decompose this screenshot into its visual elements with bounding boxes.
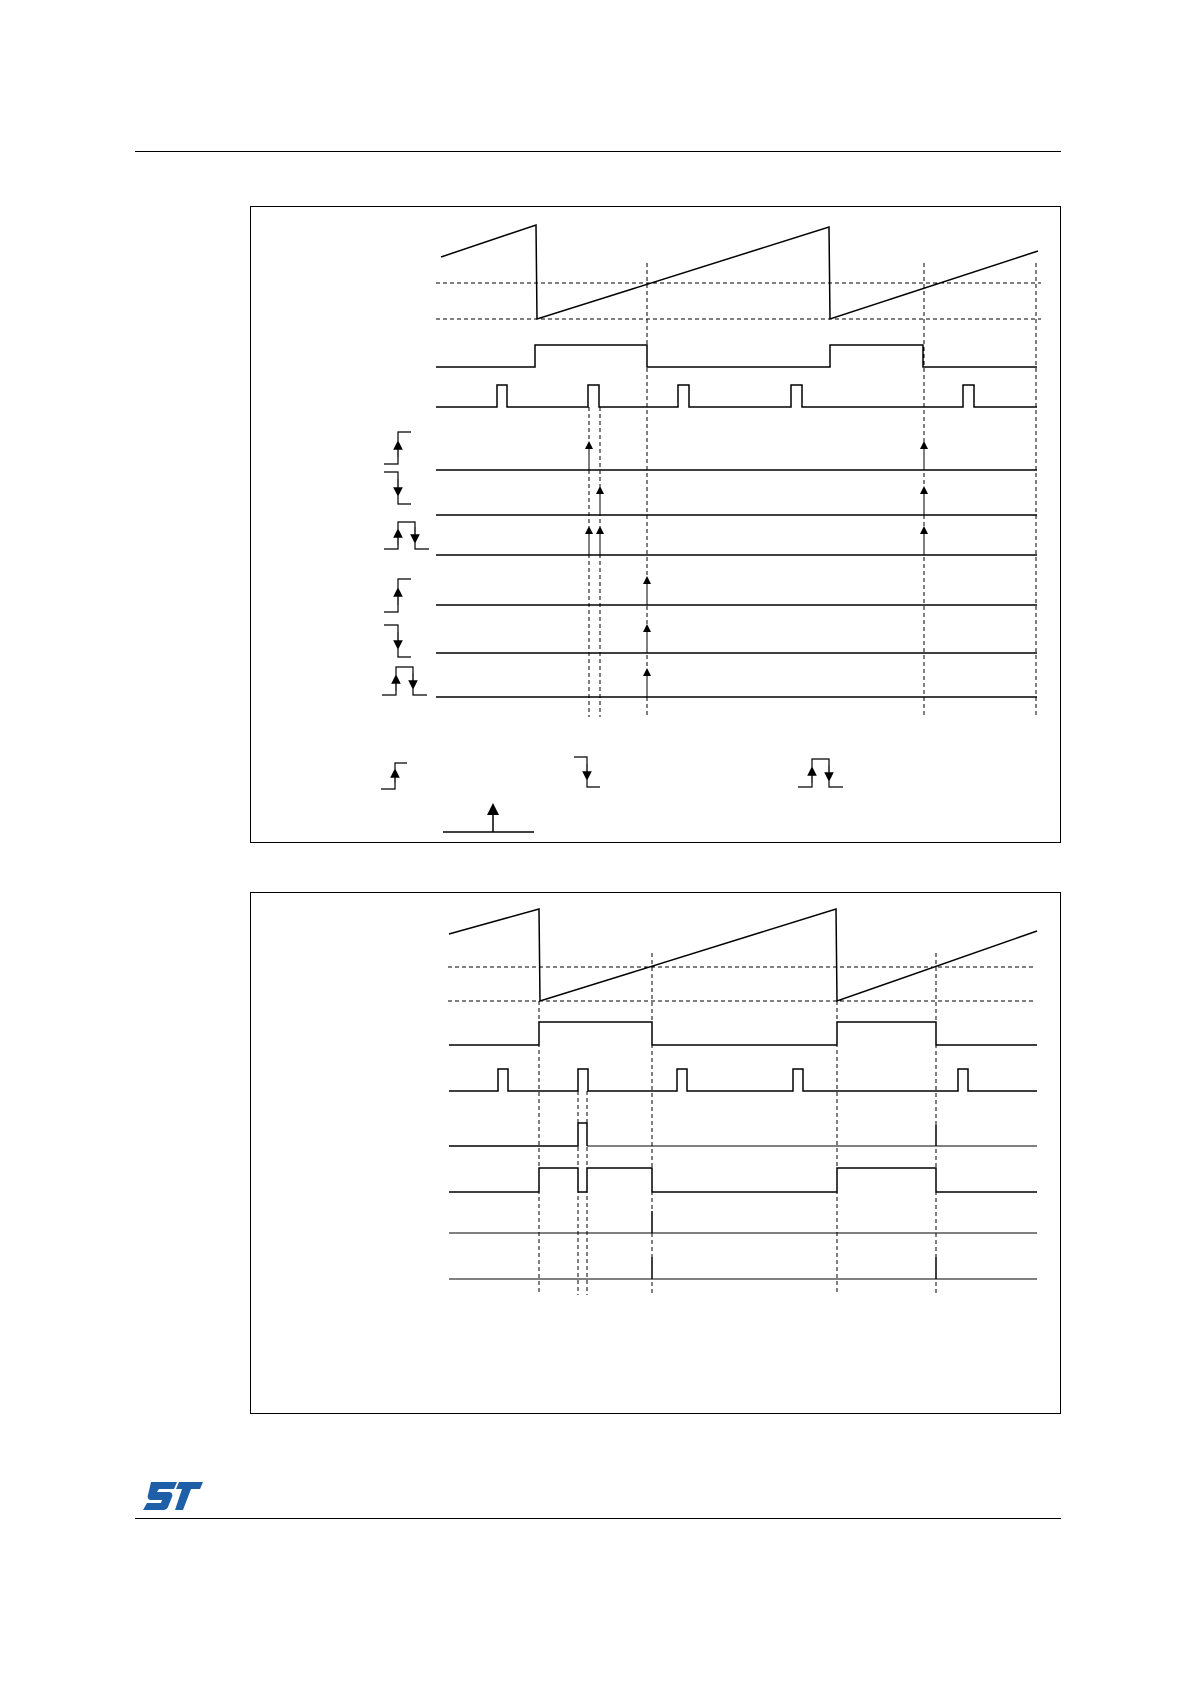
output-row-2 <box>449 1168 1037 1192</box>
header-rule <box>135 151 1061 152</box>
sawtooth-waveform <box>441 225 1038 319</box>
both-edges-icon <box>382 667 427 695</box>
st-logo-icon <box>143 1480 203 1512</box>
timing-diagram-figure-2 <box>250 892 1061 1414</box>
legend-event-arrow-icon <box>443 809 534 832</box>
legend-falling-edge-icon <box>574 757 600 787</box>
pulse-train-waveform <box>449 1069 1037 1091</box>
rising-edge-icon <box>384 579 411 612</box>
both-edges-icon <box>384 522 429 549</box>
falling-edge-icon <box>384 625 411 657</box>
legend-rising-edge-icon <box>381 763 407 789</box>
timing-diagram-figure-1 <box>250 206 1061 843</box>
st-logo-svg <box>143 1480 203 1512</box>
falling-edge-icon <box>384 472 411 504</box>
comparator-waveform <box>436 345 1037 367</box>
rising-edge-icon <box>384 432 411 464</box>
comparator-waveform <box>449 1022 1037 1045</box>
sawtooth-waveform <box>449 909 1037 1001</box>
timing-diagram-2-svg <box>251 893 1062 1415</box>
footer-rule <box>135 1518 1061 1519</box>
timing-diagram-1-svg <box>251 207 1062 844</box>
pulse-train-waveform <box>436 385 1037 407</box>
legend-both-edges-icon <box>798 759 843 787</box>
output-row-1 <box>449 1123 587 1146</box>
